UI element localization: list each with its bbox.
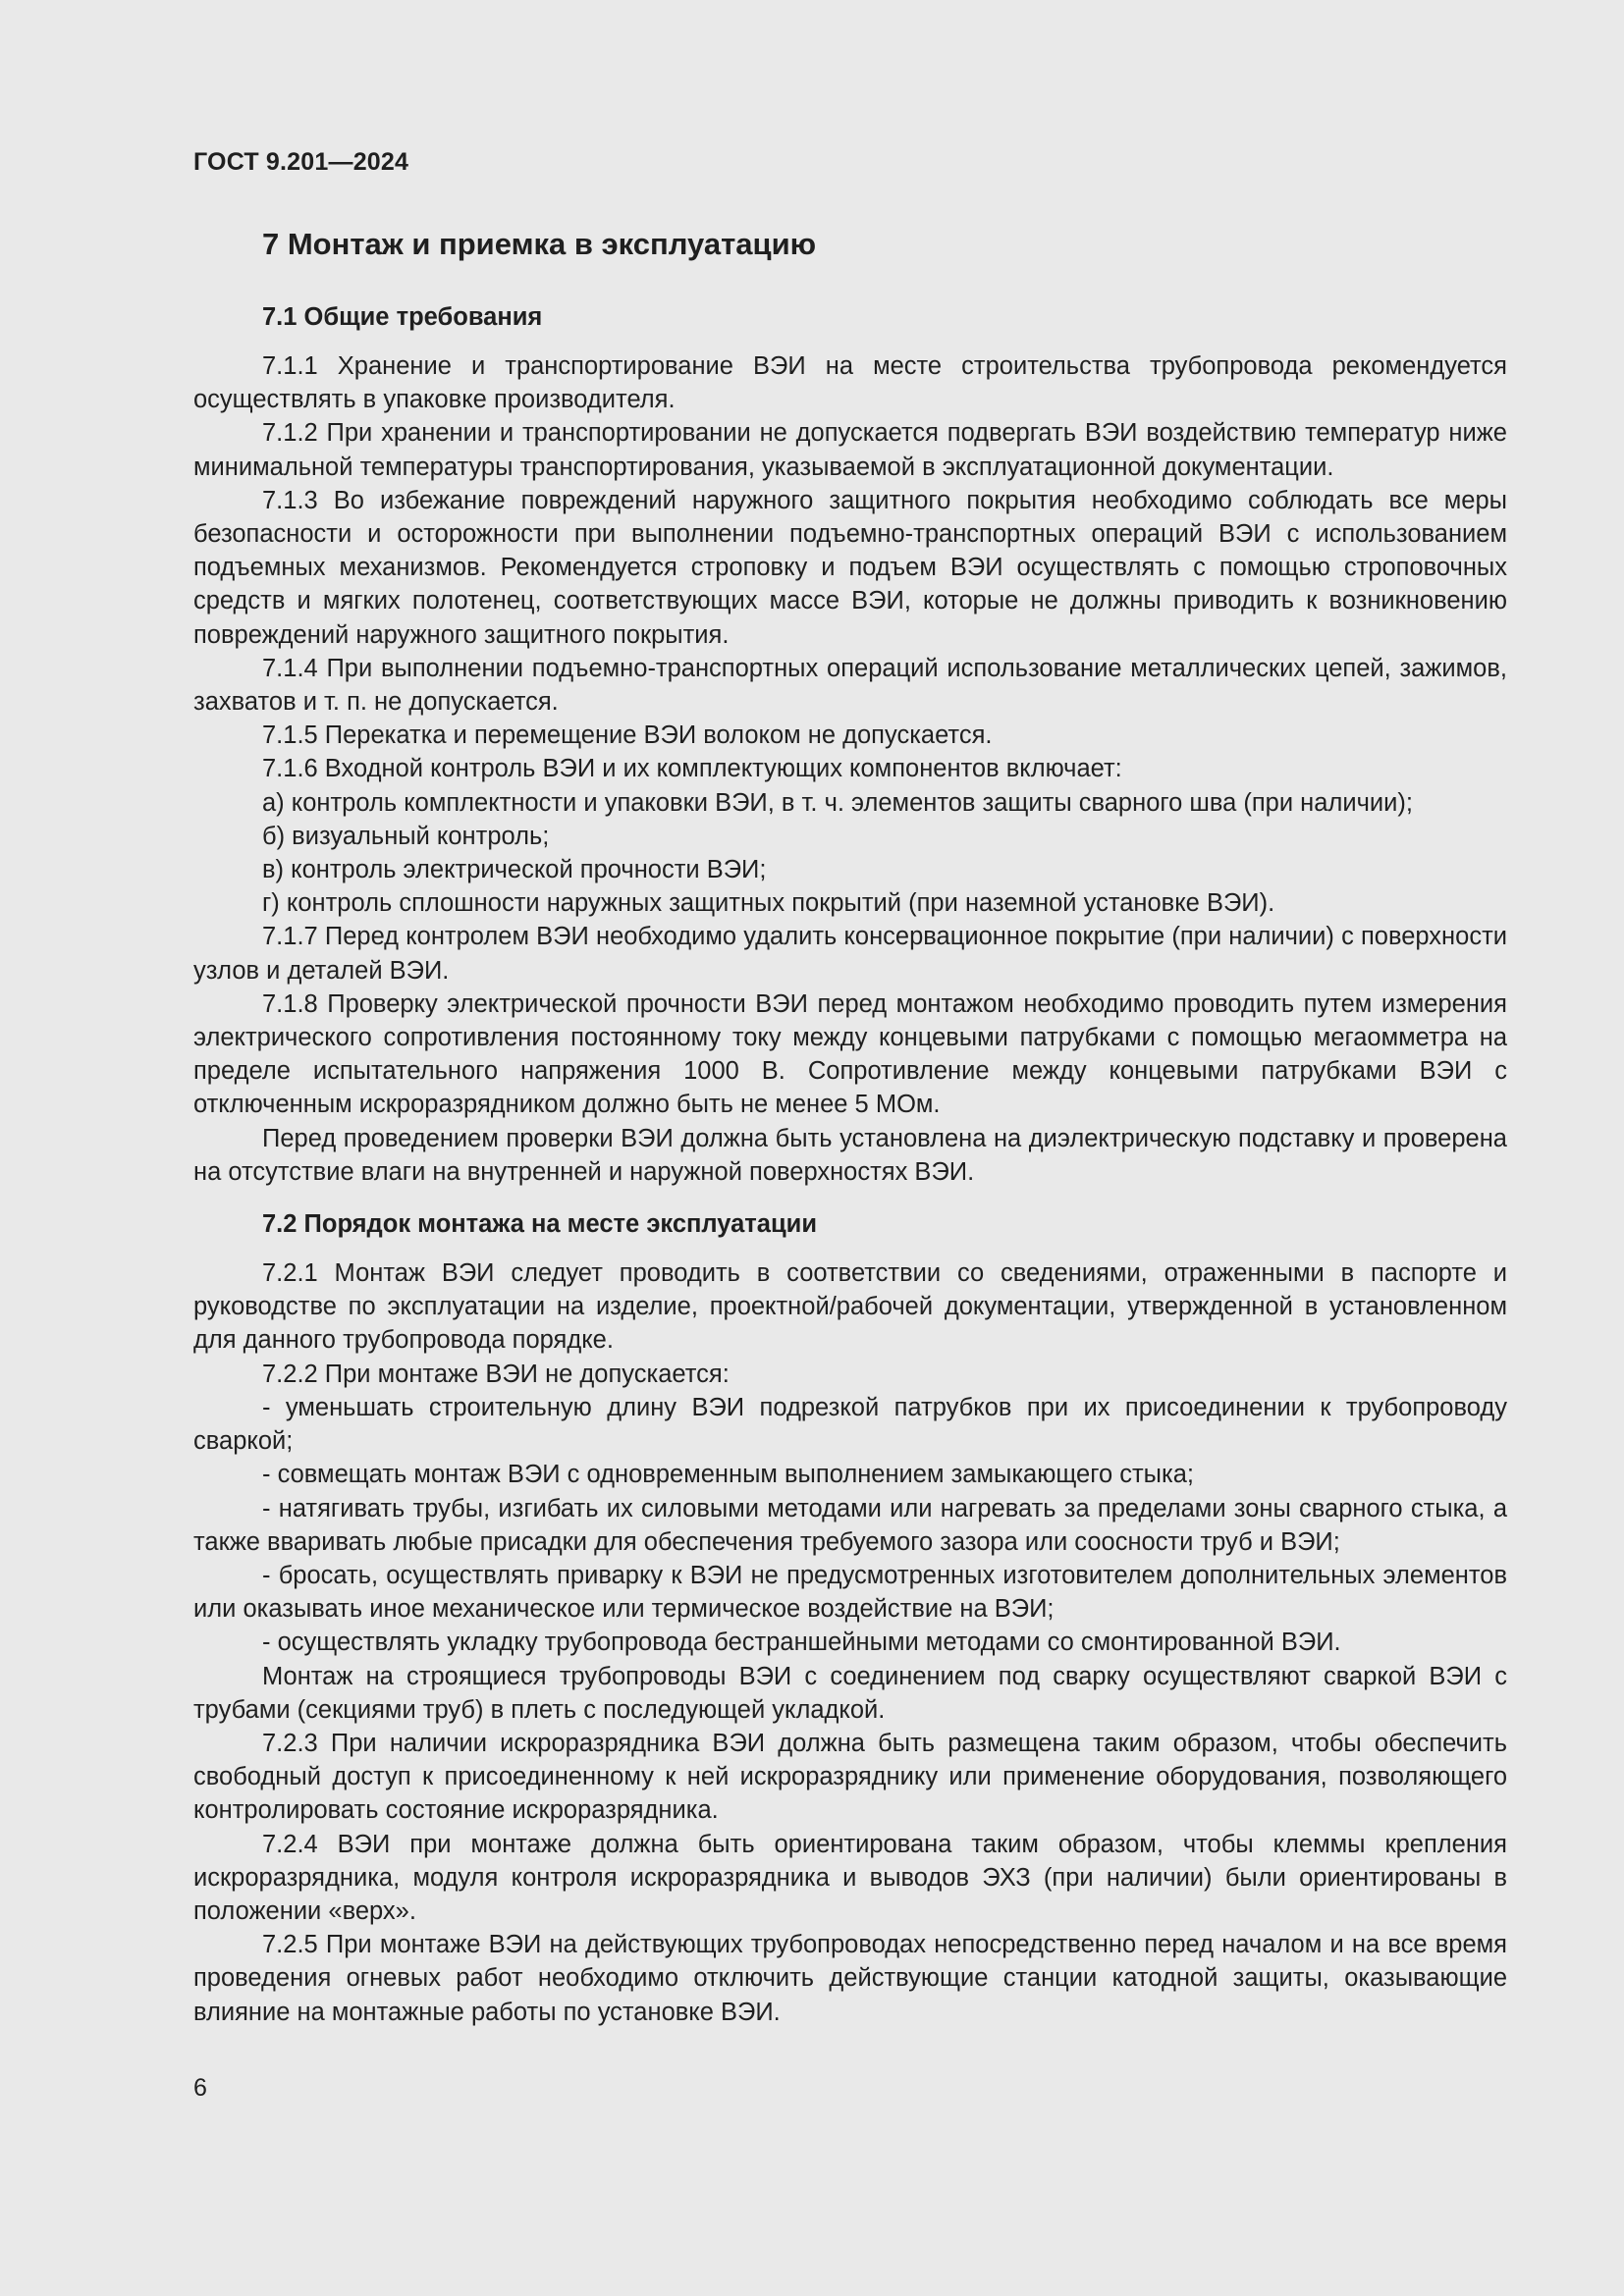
paragraph-7-1-7: 7.1.7 Перед контролем ВЭИ необходимо удалить консервационное покрытие (при наличии) с поверхности узлов и деталей ВЭИ. (193, 923, 1507, 985)
paragraph-7-2-3: 7.2.3 При наличии искроразрядника ВЭИ должна быть размещена таким образом, чтобы обеспечить свободный доступ к присоединенному к ней искроразряднику или применение оборудования, позволяющего контролировать состояние искроразрядника. (193, 1729, 1507, 1825)
paragraph-7-2-4: 7.2.4 ВЭИ при монтаже должна быть ориентирована таким образом, чтобы клеммы крепления искроразрядника, модуля контроля искроразрядника и выводов ЭХЗ (при наличии) были ориентированы в положении «верх». (193, 1830, 1507, 1925)
subsection-title-7-1: 7.1 Общие требования (262, 303, 543, 331)
paragraph-7-2-2-note: Монтаж на строящиеся трубопроводы ВЭИ с соединением под сварку осуществляют сваркой ВЭИ с трубами (секциями труб) в плеть с последующей укладкой. (193, 1662, 1507, 1724)
paragraph-7-1-2: 7.1.2 При хранении и транспортировании не допускается подвергать ВЭИ воздействию температур ниже минимальной температуры транспортирования, указываемой в эксплуатационной документации. (193, 419, 1507, 481)
list-item-dash-4: - бросать, осуществлять приварку к ВЭИ не предусмотренных изготовителем дополнительных элементов или оказывать иное механическое или термическое воздействие на ВЭИ; (193, 1561, 1507, 1624)
paragraph-7-1-3: 7.1.3 Во избежание повреждений наружного защитного покрытия необходимо соблюдать все меры безопасности и осторожности при выполнении подъемно-транспортных операций ВЭИ с использованием подъемных механизмов. Рекомендуется строповку и подъем ВЭИ осуществлять с помощью строповочных средств и мягких полотенец, соответствующих массе ВЭИ, которые не должны приводить к возникновению повреждений наружного защитного покрытия. (193, 486, 1507, 649)
list-item-dash-5: - осуществлять укладку трубопровода бестраншейными методами со смонтированной ВЭИ. (262, 1629, 1341, 1657)
paragraph-7-2-5: 7.2.5 При монтаже ВЭИ на действующих трубопроводах непосредственно перед началом и на все время проведения огневых работ необходимо отключить действующие станции катодной защиты, оказывающие влияние на монтажные работы по установке ВЭИ. (193, 1931, 1507, 2026)
list-item-b: б) визуальный контроль; (262, 822, 550, 850)
subsection-title-7-2: 7.2 Порядок монтажа на месте эксплуатации (262, 1210, 817, 1239)
paragraph-7-2-2: 7.2.2 При монтаже ВЭИ не допускается: (262, 1360, 730, 1388)
paragraph-7-1-6: 7.1.6 Входной контроль ВЭИ и их комплектующих компонентов включает: (262, 755, 1122, 783)
paragraph-7-1-8-note: Перед проведением проверки ВЭИ должна быть установлена на диэлектрическую подставку и проверена на отсутствие влаги на внутренней и наружной поверхностях ВЭИ. (193, 1124, 1507, 1186)
paragraph-7-1-1: 7.1.1 Хранение и транспортирование ВЭИ на месте строительства трубопровода рекомендуется осуществлять в упаковке производителя. (193, 352, 1507, 414)
paragraph-7-1-4: 7.1.4 При выполнении подъемно-транспортных операций использование металлических цепей, зажимов, захватов и т. п. не допускается. (193, 654, 1507, 717)
list-item-v: в) контроль электрической прочности ВЭИ; (262, 856, 767, 884)
list-item-dash-1: - уменьшать строительную длину ВЭИ подрезкой патрубков при их присоединении к трубопроводу сваркой; (193, 1393, 1507, 1456)
list-item-a: а) контроль комплектности и упаковки ВЭИ, в т. ч. элементов защиты сварного шва (при наличии); (262, 788, 1413, 817)
paragraph-7-2-1: 7.2.1 Монтаж ВЭИ следует проводить в соответствии со сведениями, отраженными в паспорте и руководстве по эксплуатации на изделие, проектной/рабочей документации, утвержденной в установленном для данного трубопровода порядке. (193, 1259, 1507, 1355)
list-item-dash-2: - совмещать монтаж ВЭИ с одновременным выполнением замыкающего стыка; (262, 1461, 1194, 1489)
document-code-header: ГОСТ 9.201—2024 (193, 148, 409, 176)
page-number: 6 (193, 2074, 207, 2102)
page-content (193, 226, 1507, 2029)
list-item-dash-3: - натягивать трубы, изгибать их силовыми методами или нагревать за пределами зоны сварного стыка, а также вваривать любые присадки для обеспечения требуемого зазора или соосности труб и ВЭИ; (193, 1494, 1507, 1556)
section-title: 7 Монтаж и приемка в эксплуатацию (262, 227, 817, 261)
paragraph-7-1-8: 7.1.8 Проверку электрической прочности ВЭИ перед монтажом необходимо проводить путем измерения электрического сопротивления постоянному току между концевыми патрубками с помощью мегаомметра на пределе испытательного напряжения 1000 В. Сопротивление между концевыми патрубками ВЭИ с отключенным искроразрядником должно быть не менее 5 МОм. (193, 989, 1507, 1119)
list-item-g: г) контроль сплошности наружных защитных покрытий (при наземной установке ВЭИ). (262, 889, 1275, 918)
paragraph-7-1-5: 7.1.5 Перекатка и перемещение ВЭИ волоком не допускается. (262, 721, 993, 750)
